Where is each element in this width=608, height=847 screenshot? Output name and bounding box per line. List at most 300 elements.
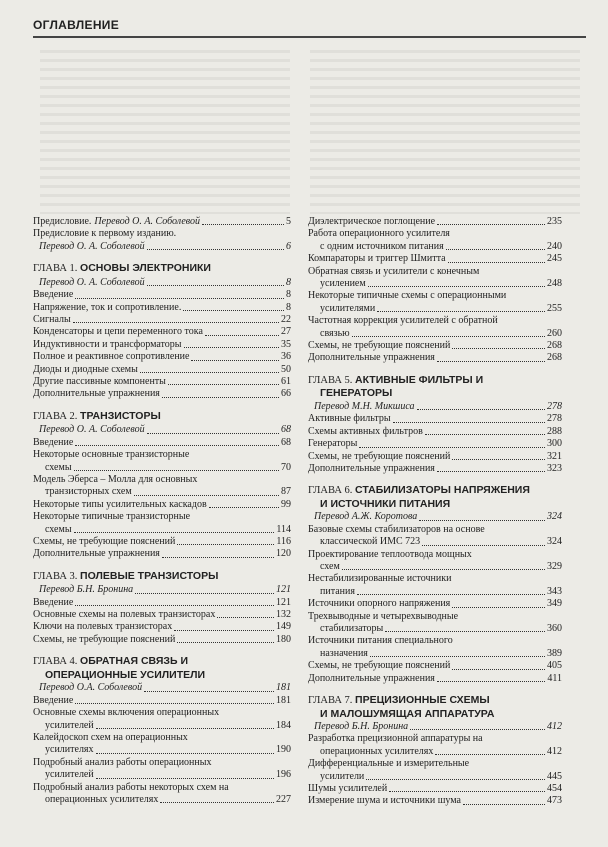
page-number: 235 [547, 216, 562, 227]
toc-entry [308, 451, 562, 463]
entry-title: усилителях [45, 744, 94, 756]
chapter-title-cont: ГЕНЕРАТОРЫ [320, 387, 393, 400]
entry-title: Индуктивности и трансформаторы [33, 338, 182, 350]
dot-leader [177, 544, 274, 545]
dot-leader [162, 557, 274, 558]
page-number: 329 [547, 560, 562, 572]
toc-entry [308, 536, 562, 548]
dot-leader [202, 224, 284, 225]
entry-title: Диэлектрическое поглощение [308, 216, 436, 227]
page-number: 66 [281, 388, 291, 400]
entry-title: Обратная связь и усилители с конечным [308, 265, 480, 277]
entry-title: Предисловие. [33, 216, 92, 227]
page-number: 36 [281, 351, 291, 363]
dot-leader [168, 384, 279, 385]
chapter-heading [33, 570, 291, 584]
dot-leader [389, 791, 545, 792]
page-number: 121 [276, 584, 291, 596]
entry-title: Конденсаторы и цепи переменного тока [33, 326, 203, 338]
toc-entry [33, 474, 291, 486]
page-number: 114 [276, 523, 291, 535]
entry-title: Основные схемы на полевых транзисторах [33, 609, 216, 621]
chapter-heading [308, 694, 562, 720]
dot-leader [366, 779, 545, 780]
toc-entry [308, 549, 562, 561]
toc-entry [308, 340, 562, 352]
dot-leader [96, 778, 274, 779]
dot-leader [393, 422, 545, 423]
page-number: 8 [286, 276, 291, 288]
dot-leader [217, 617, 274, 618]
chapter-number: ГЛАВА 1. [33, 263, 78, 275]
chapter-title: ПОЛЕВЫЕ ТРАНЗИСТОРЫ [80, 569, 219, 582]
dot-leader [425, 434, 545, 435]
entry-title: операционных усилителях [45, 793, 159, 805]
toc-entry [33, 228, 291, 240]
chapter-number: ГЛАВА 6. [308, 485, 353, 497]
chapter-title: ТРАНЗИСТОРЫ [80, 409, 161, 422]
page-number: 240 [547, 240, 562, 252]
dot-leader [342, 569, 545, 570]
translator-line [33, 584, 291, 596]
entry-title: Источники питания специального [308, 635, 453, 647]
entry-title: с одним источником питания [320, 240, 444, 252]
chapter-title-cont: И МАЛОШУМЯЩАЯ АППАРАТУРА [320, 707, 495, 720]
entry-title: связью [320, 327, 350, 339]
entry-title: Некоторые типичные транзисторные [33, 511, 191, 523]
dot-leader [73, 322, 279, 323]
title-rule [33, 36, 586, 38]
dot-leader [140, 372, 279, 373]
chapter-heading [33, 410, 291, 424]
entry-title: Схемы, не требующие пояснений [308, 340, 451, 352]
toc-entry [33, 695, 291, 707]
toc-entry [308, 795, 562, 807]
page-number: 70 [281, 461, 291, 473]
page-number: 87 [281, 486, 291, 498]
entry-title: Перевод А.Ж. Коротова [314, 511, 418, 523]
toc-entry [308, 623, 562, 635]
entry-title: стабилизаторы [320, 622, 384, 634]
chapter-number: ГЛАВА 3. [33, 570, 78, 582]
page-number: 412 [547, 721, 562, 732]
toc-entry [33, 486, 291, 498]
page-number: 278 [547, 400, 562, 412]
entry-title: Модель Эберса – Молла для основных [33, 473, 198, 485]
dot-leader [177, 642, 274, 643]
translator-line [33, 241, 291, 253]
dot-leader [74, 470, 279, 471]
chapter-heading [33, 262, 291, 276]
entry-title: Перевод Б.Н. Бронина [39, 584, 134, 596]
dot-leader [368, 286, 545, 287]
toc-entry [33, 524, 291, 536]
dot-leader [162, 397, 279, 398]
dot-leader [352, 336, 545, 337]
dot-leader [446, 249, 545, 250]
entry-title: Введение [33, 596, 74, 608]
toc-entry [33, 437, 291, 449]
entry-title: Разработка прецизионной аппаратуры на [308, 733, 483, 745]
page-number: 454 [547, 783, 562, 795]
page-number: 8 [286, 289, 291, 301]
dot-leader [463, 804, 545, 805]
page-number: 411 [547, 672, 562, 684]
toc-entry [33, 597, 291, 609]
entry-title: Дополнительные упражнения [33, 388, 160, 400]
toc-entry [308, 746, 562, 758]
entry-title: Перевод О. А. Соболевой [39, 424, 145, 436]
entry-title: Активные фильтры [308, 413, 391, 425]
toc-entry [308, 771, 562, 783]
entry-title: Измерение шума и источники шума [308, 795, 461, 807]
chapter-title: ПРЕЦИЗИОННЫЕ СХЕМЫ [355, 694, 490, 706]
page-number: 300 [547, 438, 562, 450]
toc-column-right [308, 216, 562, 808]
toc-entry [33, 744, 291, 756]
page-number: 68 [281, 424, 291, 436]
toc-column-left [33, 216, 291, 806]
dot-leader [452, 607, 545, 608]
chapter-title: ОБРАТНАЯ СВЯЗЬ И [80, 655, 188, 668]
entry-title: Основные схемы включения операционных [33, 707, 220, 719]
entry-title: Дополнительные упражнения [308, 352, 435, 364]
toc-entry [33, 302, 291, 314]
page-number: 116 [276, 535, 291, 547]
dot-leader [74, 532, 275, 533]
dot-leader [183, 310, 284, 311]
chapter-heading [308, 484, 562, 510]
dot-leader [437, 224, 545, 225]
toc-entry [308, 241, 562, 253]
entry-title: Дополнительные упражнения [308, 672, 435, 684]
entry-title: Схемы активных фильтров [308, 425, 423, 437]
entry-title: Схемы, не требующие пояснений [308, 660, 451, 672]
dot-leader [191, 360, 279, 361]
page-number: 323 [547, 462, 562, 474]
page-number: 99 [281, 498, 291, 510]
dot-leader [75, 605, 274, 606]
entry-title: Другие пассивные компоненты [33, 375, 166, 387]
page-number: 288 [547, 425, 562, 437]
page-number: 132 [276, 609, 291, 621]
entry-title: Перевод М.Н. Микшиса [314, 400, 415, 412]
toc-entry [308, 438, 562, 450]
page-number: 324 [547, 511, 562, 523]
page-number: 5 [286, 216, 291, 227]
entry-title: Сигналы [33, 313, 71, 325]
dot-leader [209, 507, 279, 508]
toc-entry [33, 769, 291, 781]
page-number: 248 [547, 278, 562, 290]
toc-entry [308, 586, 562, 598]
entry-title: Напряжение, ток и сопротивление. [33, 301, 182, 313]
toc-entry [308, 783, 562, 795]
page-number: 181 [276, 682, 291, 694]
entry-title: назначения [320, 647, 368, 659]
entry-title: усилителями [320, 302, 376, 314]
entry-title: схем [320, 560, 340, 572]
entry-title: усилителей [45, 719, 94, 731]
toc-entry [308, 598, 562, 610]
entry-title: Нестабилизированные источники [308, 573, 452, 585]
dot-leader [75, 298, 284, 299]
entry-title: классической ИМС 723 [320, 536, 421, 548]
page-number: 445 [547, 770, 562, 782]
toc-entry [308, 758, 562, 770]
page-number: 349 [547, 598, 562, 610]
toc-entry [308, 228, 562, 240]
toc-entry [33, 634, 291, 646]
entry-title: Введение [33, 694, 74, 706]
dot-leader [410, 729, 545, 730]
page-number: 27 [281, 326, 291, 338]
page-number: 405 [547, 660, 562, 672]
page-number: 268 [547, 352, 562, 364]
entry-title: Некоторые основные транзисторные [33, 449, 190, 461]
dot-leader [160, 802, 274, 803]
toc-entry [33, 621, 291, 633]
dot-leader [370, 656, 545, 657]
toc-entry [33, 216, 291, 228]
chapter-number: ГЛАВА 2. [33, 410, 78, 422]
dot-leader [147, 285, 284, 286]
toc-entry [33, 548, 291, 560]
page-number: 121 [276, 596, 291, 608]
dot-leader [134, 495, 279, 496]
page-number: 360 [547, 622, 562, 634]
toc-entry [33, 351, 291, 363]
entry-title: Дифференциальные и измерительные [308, 758, 470, 770]
toc-entry [308, 648, 562, 660]
toc-entry [308, 328, 562, 340]
entry-title: Подробный анализ работы некоторых схем на [33, 781, 229, 793]
dot-leader [377, 311, 545, 312]
toc-entry [308, 278, 562, 290]
toc-entry [308, 673, 562, 685]
toc-entry [308, 352, 562, 364]
entry-title: Источники опорного напряжения [308, 598, 451, 610]
chapter-heading [308, 374, 562, 400]
entry-title: транзисторных схем [45, 486, 132, 498]
entry-title: Дополнительные упражнения [33, 548, 160, 560]
page-number: 245 [547, 253, 562, 265]
translator-line [308, 721, 562, 733]
toc-entry [33, 732, 291, 744]
entry-title: Перевод О.А. Соболевой [39, 682, 143, 694]
dot-leader [437, 681, 545, 682]
chapter-title: АКТИВНЫЕ ФИЛЬТРЫ И [355, 373, 484, 386]
page-number: 324 [547, 536, 562, 548]
dot-leader [184, 347, 279, 348]
dot-leader [452, 348, 545, 349]
translator-line [33, 424, 291, 436]
entry-title: Схемы, не требующие пояснений [308, 450, 451, 462]
page-number: 412 [547, 745, 562, 757]
toc-entry [308, 315, 562, 327]
toc-entry [33, 462, 291, 474]
entry-title: Шумы усилителей [308, 783, 388, 795]
translator-line [33, 277, 291, 289]
toc-entry [33, 609, 291, 621]
page-number: 22 [281, 313, 291, 325]
entry-title: Введение [33, 436, 74, 448]
chapter-number: ГЛАВА 4. [33, 656, 78, 668]
toc-entry [308, 216, 562, 228]
entry-title: Проектирование теплоотвода мощных [308, 548, 472, 560]
dot-leader [452, 669, 545, 670]
page-number: 61 [281, 375, 291, 387]
page-title: ОГЛАВЛЕНИЕ [33, 18, 120, 32]
toc-entry [33, 720, 291, 732]
entry-title: Генераторы [308, 438, 358, 450]
toc-entry [308, 303, 562, 315]
toc-entry [308, 524, 562, 536]
dot-leader [419, 520, 545, 521]
page-number: 120 [276, 548, 291, 560]
dot-leader [174, 630, 274, 631]
entry-title: Трехвыводные и четырехвыводные [308, 610, 459, 622]
toc-entry [308, 573, 562, 585]
chapter-title: СТАБИЛИЗАТОРЫ НАПРЯЖЕНИЯ [355, 484, 530, 497]
page-number: 389 [547, 647, 562, 659]
entry-title: Диоды и диодные схемы [33, 363, 138, 375]
bleed-through-left [40, 44, 290, 214]
chapter-title-cont: ОПЕРАЦИОННЫЕ УСИЛИТЕЛИ [45, 668, 206, 681]
translator-line [308, 401, 562, 413]
entry-title: Дополнительные упражнения [308, 462, 435, 474]
toc-entry [308, 253, 562, 265]
entry-title: питания [320, 585, 355, 597]
page-number: 180 [276, 633, 291, 645]
entry-title: Схемы, не требующие пояснений [33, 633, 176, 645]
toc-entry [308, 635, 562, 647]
entry-title: Ключи на полевых транзисторах [33, 621, 173, 633]
page-number: 149 [276, 621, 291, 633]
entry-title: усилением [320, 278, 366, 290]
toc-entry [33, 449, 291, 461]
toc-entry [33, 757, 291, 769]
toc-entry [308, 413, 562, 425]
toc-entry [308, 561, 562, 573]
toc-entry [33, 782, 291, 794]
page-number: 184 [276, 719, 291, 731]
entry-title: схемы [45, 523, 72, 535]
dot-leader [144, 691, 274, 692]
entry-title: Частотная коррекция усилителей с обратной [308, 315, 498, 327]
dot-leader [452, 459, 545, 460]
dot-leader [385, 631, 545, 632]
toc-entry [308, 463, 562, 475]
chapter-number: ГЛАВА 7. [308, 695, 353, 706]
toc-entry [33, 707, 291, 719]
translator-line [308, 511, 562, 523]
toc-entry [33, 314, 291, 326]
toc-entry [33, 376, 291, 388]
toc-entry [308, 611, 562, 623]
dot-leader [359, 447, 545, 448]
entry-title: Перевод О. А. Соболевой [39, 276, 145, 288]
entry-title: Перевод Б.Н. Бронина [314, 721, 409, 732]
translator-line [33, 682, 291, 694]
dot-leader [96, 728, 274, 729]
toc-entry [33, 326, 291, 338]
dot-leader [422, 545, 545, 546]
toc-entry [308, 290, 562, 302]
chapter-title-cont: И ИСТОЧНИКИ ПИТАНИЯ [320, 497, 451, 510]
entry-title: Полное и реактивное сопротивление [33, 351, 190, 363]
toc-entry [33, 511, 291, 523]
toc-entry [33, 339, 291, 351]
entry-title: усилителей [45, 769, 94, 781]
dot-leader [75, 703, 274, 704]
entry-title: Некоторые типы усилительных каскадов [33, 498, 207, 510]
toc-entry [33, 388, 291, 400]
page-number: 50 [281, 363, 291, 375]
dot-leader [75, 445, 279, 446]
toc-entry [308, 660, 562, 672]
chapter-title: ОСНОВЫ ЭЛЕКТРОНИКИ [80, 262, 211, 275]
toc-entry [33, 536, 291, 548]
entry-translator: Перевод О. А. Соболевой [94, 216, 200, 227]
page-number: 260 [547, 327, 562, 339]
page-number: 278 [547, 413, 562, 425]
dot-leader [147, 433, 279, 434]
dot-leader [437, 361, 545, 362]
page-number: 6 [286, 240, 291, 252]
dot-leader [437, 471, 545, 472]
entry-title: Некоторые типичные схемы с операционными [308, 290, 507, 302]
dot-leader [147, 249, 284, 250]
dot-leader [96, 753, 274, 754]
toc-entry [33, 364, 291, 376]
page-number: 343 [547, 585, 562, 597]
page-number: 321 [547, 450, 562, 462]
toc-entry [33, 794, 291, 806]
page-number: 268 [547, 340, 562, 352]
toc-entry [308, 733, 562, 745]
entry-title: Работа операционного усилителя [308, 228, 450, 240]
entry-title: Компараторы и триггер Шмитта [308, 253, 446, 265]
page-number: 196 [276, 769, 291, 781]
dot-leader [448, 262, 545, 263]
toc-entry [33, 499, 291, 511]
dot-leader [205, 335, 279, 336]
entry-title: Введение [33, 289, 74, 301]
page-number: 68 [281, 436, 291, 448]
chapter-number: ГЛАВА 5. [308, 374, 353, 386]
entry-title: схемы [45, 461, 72, 473]
page-number: 35 [281, 338, 291, 350]
entry-title: операционных усилителях [320, 745, 434, 757]
page-number: 473 [547, 795, 562, 807]
page-number: 255 [547, 302, 562, 314]
dot-leader [435, 754, 545, 755]
entry-title: Предисловие к первому изданию. [33, 228, 177, 240]
toc-entry [308, 266, 562, 278]
entry-title: Базовые схемы стабилизаторов на основе [308, 523, 485, 535]
dot-leader [135, 593, 274, 594]
entry-title: Перевод О. А. Соболевой [39, 240, 145, 252]
page-number: 190 [276, 744, 291, 756]
toc-entry [308, 426, 562, 438]
entry-title: усилители [320, 770, 365, 782]
page-number: 227 [276, 793, 291, 805]
entry-title: Калейдоскоп схем на операционных [33, 731, 188, 743]
page-number: 181 [276, 694, 291, 706]
entry-title: Подробный анализ работы операционных [33, 756, 212, 768]
dot-leader [417, 409, 545, 410]
